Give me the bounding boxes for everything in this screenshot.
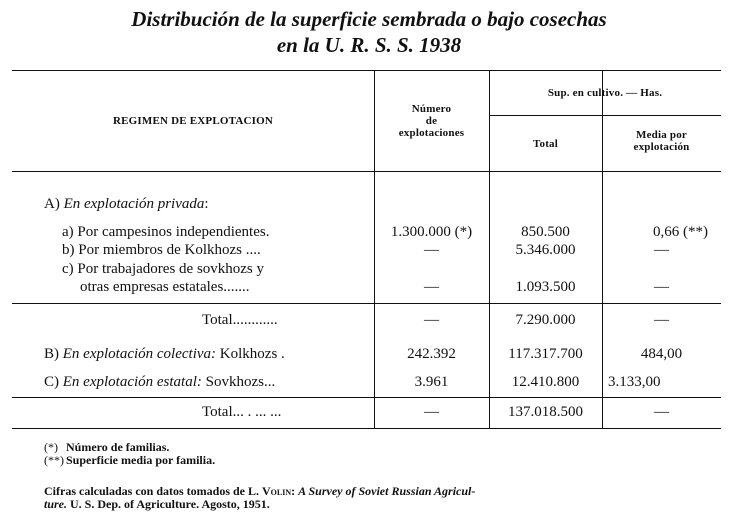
header-divider bbox=[489, 115, 721, 116]
subtotal-total: 7.290.000 bbox=[515, 312, 576, 328]
header-total: Total bbox=[532, 138, 559, 150]
section-c-count: 3.961 bbox=[414, 374, 449, 390]
row-total: 850.500 bbox=[521, 224, 570, 240]
row-mean: 0,66 (**) bbox=[653, 224, 708, 240]
row-mean: — bbox=[654, 242, 669, 258]
row-count: — bbox=[424, 279, 439, 295]
header-mean: Media por explotación bbox=[633, 129, 690, 153]
grand-total-mean: — bbox=[654, 404, 669, 420]
row-count: — bbox=[424, 242, 439, 258]
row-label: a) Por campesinos independientes. bbox=[62, 224, 270, 240]
row-total: 1.093.500 bbox=[515, 279, 576, 295]
source-citation: Cifras calculadas con datos tomados de L. Volin: A Survey of Soviet Russian Agricul- ture. U. S. Dep. of Agriculture. Agosto, 1951. bbox=[44, 484, 476, 511]
grand-total-label: Total... . ... ... bbox=[202, 404, 282, 420]
subtotal-rule bbox=[12, 303, 721, 304]
header-bottom-rule bbox=[12, 171, 721, 172]
data-table bbox=[12, 70, 721, 429]
page-title bbox=[0, 6, 738, 58]
header-cultivated-area: Sup. en cultivo. — Has. bbox=[547, 87, 663, 99]
footnote: (**) Superficie media por familia. bbox=[44, 453, 216, 467]
section-c-label: C) En explotación estatal: Sovkhozs... bbox=[44, 374, 276, 390]
subtotal-count: — bbox=[424, 312, 439, 328]
grand-total-rule bbox=[12, 397, 721, 398]
row-label-continued: otras empresas estatales....... bbox=[80, 279, 250, 295]
title-line-2: en la U. R. S. S. 1938 bbox=[276, 33, 462, 57]
grand-total-total: 137.018.500 bbox=[508, 404, 583, 420]
row-label: b) Por miembros de Kolkhozs .... bbox=[62, 242, 261, 258]
row-count: 1.300.000 (*) bbox=[390, 224, 473, 240]
title-line-1: Distribución de la superficie sembrada o bajo cosechas bbox=[131, 7, 607, 31]
header-count: Número de explotaciones bbox=[398, 103, 465, 139]
section-b-total: 117.317.700 bbox=[508, 346, 583, 362]
section-c-mean: 3.133,00 bbox=[608, 374, 661, 390]
footnote: (*) Número de familias. bbox=[44, 440, 170, 454]
row-total: 5.346.000 bbox=[515, 242, 576, 258]
row-mean: — bbox=[654, 279, 669, 295]
subtotal-label: Total............ bbox=[202, 312, 278, 328]
subtotal-mean: — bbox=[654, 312, 669, 328]
footnotes bbox=[44, 441, 215, 467]
row-label: c) Por trabajadores de sovkhozs y bbox=[62, 261, 265, 277]
section-c-total: 12.410.800 bbox=[511, 374, 580, 390]
section-b-count: 242.392 bbox=[407, 346, 456, 362]
header-regime: REGIMEN DE EXPLOTACION bbox=[112, 115, 274, 127]
section-b-label: B) En explotación colectiva: Kolkhozs . bbox=[44, 346, 285, 362]
section-a-label: A) En explotación privada: bbox=[44, 196, 209, 212]
section-b-mean: 484,00 bbox=[640, 346, 683, 362]
grand-total-count: — bbox=[424, 404, 439, 420]
